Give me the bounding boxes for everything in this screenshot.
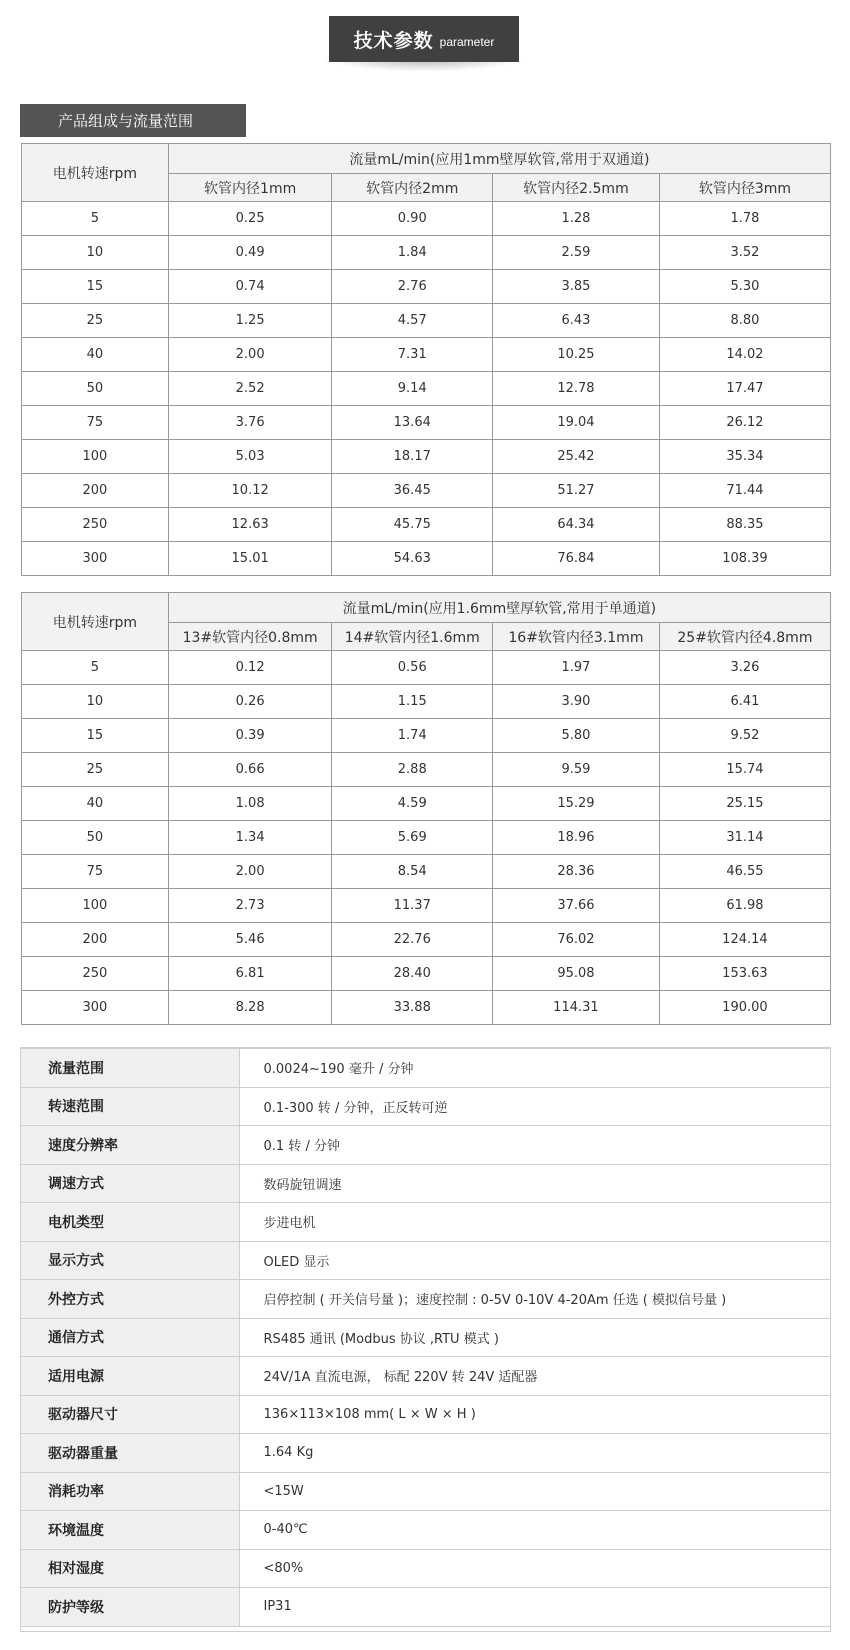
rpm-cell: 75 <box>22 406 169 440</box>
spec-table-body <box>21 1049 831 1627</box>
spec-row <box>21 1434 831 1473</box>
rpm-cell: 300 <box>22 542 169 576</box>
table-row <box>22 202 831 236</box>
flow-cell: 33.88 <box>332 991 493 1025</box>
flow-cell: 88.35 <box>659 508 830 542</box>
flow-cell: 1.15 <box>332 685 493 719</box>
flow-cell: 76.02 <box>493 923 660 957</box>
flow-cell: 61.98 <box>659 889 830 923</box>
spec-value: OLED 显示 <box>239 1241 831 1280</box>
flow-cell: 1.84 <box>332 236 493 270</box>
flow-cell: 0.39 <box>168 719 332 753</box>
flow-cell: 4.57 <box>332 304 493 338</box>
spec-value: 步进电机 <box>239 1203 831 1242</box>
rpm-cell: 50 <box>22 821 169 855</box>
flow-cell: 5.46 <box>168 923 332 957</box>
table-row <box>22 406 831 440</box>
spec-row <box>21 1241 831 1280</box>
column-header: 软管内径2.5mm <box>493 174 660 202</box>
flow-cell: 17.47 <box>659 372 830 406</box>
flow-cell: 31.14 <box>659 821 830 855</box>
rpm-cell: 100 <box>22 440 169 474</box>
table-row <box>22 719 831 753</box>
flow-cell: 6.43 <box>493 304 660 338</box>
flow-cell: 124.14 <box>659 923 830 957</box>
flow-cell: 15.01 <box>168 542 332 576</box>
rpm-cell: 100 <box>22 889 169 923</box>
column-header: 16#软管内径3.1mm <box>493 623 660 651</box>
spec-label: 驱动器重量 <box>21 1434 239 1473</box>
flow-cell: 3.26 <box>659 651 830 685</box>
spec-label: 防护等级 <box>21 1588 239 1627</box>
flow-cell: 0.90 <box>332 202 493 236</box>
spec-value: 0.1-300 转 / 分钟，正反转可逆 <box>239 1087 831 1126</box>
flow-cell: 36.45 <box>332 474 493 508</box>
header-title: 技术参数 <box>353 29 434 52</box>
flow-cell: 3.85 <box>493 270 660 304</box>
table-row <box>22 304 831 338</box>
spec-row <box>21 1357 831 1396</box>
flow-cell: 15.29 <box>493 787 660 821</box>
table-row <box>22 685 831 719</box>
flow-cell: 28.40 <box>332 957 493 991</box>
flow-table-2 <box>21 592 831 1025</box>
rpm-cell: 200 <box>22 923 169 957</box>
flow-cell: 18.17 <box>332 440 493 474</box>
spec-row <box>21 1049 831 1088</box>
flow-cell: 2.76 <box>332 270 493 304</box>
rpm-cell: 5 <box>22 202 169 236</box>
spec-label: 外控方式 <box>21 1280 239 1319</box>
flow-cell: 37.66 <box>493 889 660 923</box>
flow-cell: 0.25 <box>168 202 332 236</box>
flow-cell: 9.52 <box>659 719 830 753</box>
spec-row <box>21 1318 831 1357</box>
table-row <box>22 889 831 923</box>
header-banner <box>329 16 519 64</box>
flow-cell: 51.27 <box>493 474 660 508</box>
flow-cell: 10.25 <box>493 338 660 372</box>
flow-group-header: 流量mL/min(应用1.6mm壁厚软管,常用于单通道) <box>168 593 830 623</box>
header-subtitle: parameter <box>439 35 495 49</box>
flow-group-header: 流量mL/min(应用1mm壁厚软管,常用于双通道) <box>168 144 830 174</box>
flow-cell: 54.63 <box>332 542 493 576</box>
flow-cell: 3.76 <box>168 406 332 440</box>
flow-cell: 22.76 <box>332 923 493 957</box>
flow-cell: 18.96 <box>493 821 660 855</box>
spec-label: 速度分辨率 <box>21 1126 239 1165</box>
flow-cell: 3.52 <box>659 236 830 270</box>
flow-cell: 1.28 <box>493 202 660 236</box>
flow-cell: 8.28 <box>168 991 332 1025</box>
flow-cell: 0.49 <box>168 236 332 270</box>
flow-cell: 5.03 <box>168 440 332 474</box>
rpm-cell: 10 <box>22 685 169 719</box>
spec-table <box>21 1048 831 1627</box>
spec-label: 电机类型 <box>21 1203 239 1242</box>
table-row <box>22 236 831 270</box>
flow-cell: 0.66 <box>168 753 332 787</box>
flow-cell: 1.97 <box>493 651 660 685</box>
flow-cell: 7.31 <box>332 338 493 372</box>
spec-label: 显示方式 <box>21 1241 239 1280</box>
flow-cell: 13.64 <box>332 406 493 440</box>
table-row <box>22 440 831 474</box>
rpm-cell: 200 <box>22 474 169 508</box>
flow-cell: 108.39 <box>659 542 830 576</box>
spec-value: 0-40℃ <box>239 1511 831 1550</box>
flow-cell: 25.15 <box>659 787 830 821</box>
table-row <box>22 270 831 304</box>
rpm-cell: 50 <box>22 372 169 406</box>
rpm-cell: 250 <box>22 957 169 991</box>
rpm-cell: 5 <box>22 651 169 685</box>
flow-cell: 35.34 <box>659 440 830 474</box>
flow-cell: 1.74 <box>332 719 493 753</box>
flow-cell: 1.34 <box>168 821 332 855</box>
rpm-cell: 25 <box>22 753 169 787</box>
table-row <box>22 753 831 787</box>
table-row <box>22 338 831 372</box>
rpm-cell: 10 <box>22 236 169 270</box>
spec-value: RS485 通讯 (Modbus 协议 ,RTU 模式 ) <box>239 1318 831 1357</box>
flow-cell: 25.42 <box>493 440 660 474</box>
spec-value: 136×113×108 mm( L × W × H ) <box>239 1395 831 1434</box>
flow-cell: 26.12 <box>659 406 830 440</box>
flow-cell: 1.08 <box>168 787 332 821</box>
flow-cell: 3.90 <box>493 685 660 719</box>
flow-cell: 8.54 <box>332 855 493 889</box>
rpm-cell: 25 <box>22 304 169 338</box>
flow-cell: 71.44 <box>659 474 830 508</box>
spec-label: 通信方式 <box>21 1318 239 1357</box>
spec-label: 消耗功率 <box>21 1472 239 1511</box>
rpm-cell: 15 <box>22 719 169 753</box>
table-row <box>22 372 831 406</box>
flow-cell: 64.34 <box>493 508 660 542</box>
spec-label: 环境温度 <box>21 1511 239 1550</box>
spec-row <box>21 1395 831 1434</box>
flow-cell: 5.80 <box>493 719 660 753</box>
flow-cell: 4.59 <box>332 787 493 821</box>
flow-cell: 28.36 <box>493 855 660 889</box>
flow-cell: 2.00 <box>168 855 332 889</box>
flow-cell: 0.12 <box>168 651 332 685</box>
flow-cell: 2.73 <box>168 889 332 923</box>
flow-table-2-body <box>22 651 831 1025</box>
spec-row <box>21 1164 831 1203</box>
spec-label: 转速范围 <box>21 1087 239 1126</box>
spec-row <box>21 1472 831 1511</box>
spec-label: 驱动器尺寸 <box>21 1395 239 1434</box>
table-row <box>22 855 831 889</box>
spec-label: 适用电源 <box>21 1357 239 1396</box>
flow-table-1-body <box>22 202 831 576</box>
section-title: 产品组成与流量范围 <box>20 104 246 137</box>
spec-value: <15W <box>239 1472 831 1511</box>
flow-cell: 15.74 <box>659 753 830 787</box>
rpm-cell: 75 <box>22 855 169 889</box>
table-row <box>22 821 831 855</box>
flow-cell: 1.25 <box>168 304 332 338</box>
flow-cell: 12.63 <box>168 508 332 542</box>
column-header: 25#软管内径4.8mm <box>659 623 830 651</box>
rpm-cell: 40 <box>22 338 169 372</box>
column-header: 软管内径2mm <box>332 174 493 202</box>
rpm-cell: 15 <box>22 270 169 304</box>
flow-cell: 6.41 <box>659 685 830 719</box>
flow-cell: 0.26 <box>168 685 332 719</box>
spec-label: 相对湿度 <box>21 1549 239 1588</box>
spec-value: <80% <box>239 1549 831 1588</box>
flow-cell: 45.75 <box>332 508 493 542</box>
table-row <box>22 542 831 576</box>
flow-cell: 114.31 <box>493 991 660 1025</box>
spec-value: 24V/1A 直流电源， 标配 220V 转 24V 适配器 <box>239 1357 831 1396</box>
flow-cell: 2.88 <box>332 753 493 787</box>
table-row <box>22 474 831 508</box>
flow-cell: 95.08 <box>493 957 660 991</box>
table-row <box>22 923 831 957</box>
flow-cell: 5.69 <box>332 821 493 855</box>
flow-cell: 19.04 <box>493 406 660 440</box>
rpm-header: 电机转速rpm <box>22 144 169 202</box>
spec-value: 1.64 Kg <box>239 1434 831 1473</box>
rpm-cell: 250 <box>22 508 169 542</box>
flow-cell: 2.52 <box>168 372 332 406</box>
spec-row <box>21 1549 831 1588</box>
flow-cell: 1.78 <box>659 202 830 236</box>
flow-cell: 46.55 <box>659 855 830 889</box>
table-row <box>22 991 831 1025</box>
spec-label: 流量范围 <box>21 1049 239 1088</box>
flow-cell: 8.80 <box>659 304 830 338</box>
table-row <box>22 651 831 685</box>
column-header: 软管内径1mm <box>168 174 332 202</box>
spec-row <box>21 1203 831 1242</box>
flow-cell: 6.81 <box>168 957 332 991</box>
header-box <box>329 16 519 62</box>
spec-row <box>21 1511 831 1550</box>
spec-row <box>21 1087 831 1126</box>
rpm-cell: 300 <box>22 991 169 1025</box>
spec-row <box>21 1588 831 1627</box>
spec-row <box>21 1280 831 1319</box>
flow-cell: 76.84 <box>493 542 660 576</box>
spec-value: 启停控制 ( 开关信号量 )；速度控制 : 0-5V 0-10V 4-20Am 任选 ( 模拟信号量 ) <box>239 1280 831 1319</box>
flow-cell: 0.56 <box>332 651 493 685</box>
spec-value: 数码旋钮调速 <box>239 1164 831 1203</box>
rpm-cell: 40 <box>22 787 169 821</box>
rpm-header: 电机转速rpm <box>22 593 169 651</box>
flow-cell: 10.12 <box>168 474 332 508</box>
flow-cell: 9.59 <box>493 753 660 787</box>
flow-cell: 11.37 <box>332 889 493 923</box>
flow-cell: 14.02 <box>659 338 830 372</box>
table-row <box>22 508 831 542</box>
flow-cell: 9.14 <box>332 372 493 406</box>
spec-value: 0.1 转 / 分钟 <box>239 1126 831 1165</box>
spec-label: 调速方式 <box>21 1164 239 1203</box>
spec-row <box>21 1126 831 1165</box>
table-row <box>22 787 831 821</box>
flow-cell: 12.78 <box>493 372 660 406</box>
flow-cell: 190.00 <box>659 991 830 1025</box>
column-header: 14#软管内径1.6mm <box>332 623 493 651</box>
flow-cell: 2.00 <box>168 338 332 372</box>
table-row <box>22 957 831 991</box>
spec-value: 0.0024~190 毫升 / 分钟 <box>239 1049 831 1088</box>
flow-table-1 <box>21 143 831 576</box>
flow-cell: 2.59 <box>493 236 660 270</box>
flow-cell: 153.63 <box>659 957 830 991</box>
spec-value: IP31 <box>239 1588 831 1627</box>
flow-cell: 0.74 <box>168 270 332 304</box>
flow-cell: 5.30 <box>659 270 830 304</box>
column-header: 13#软管内径0.8mm <box>168 623 332 651</box>
column-header: 软管内径3mm <box>659 174 830 202</box>
